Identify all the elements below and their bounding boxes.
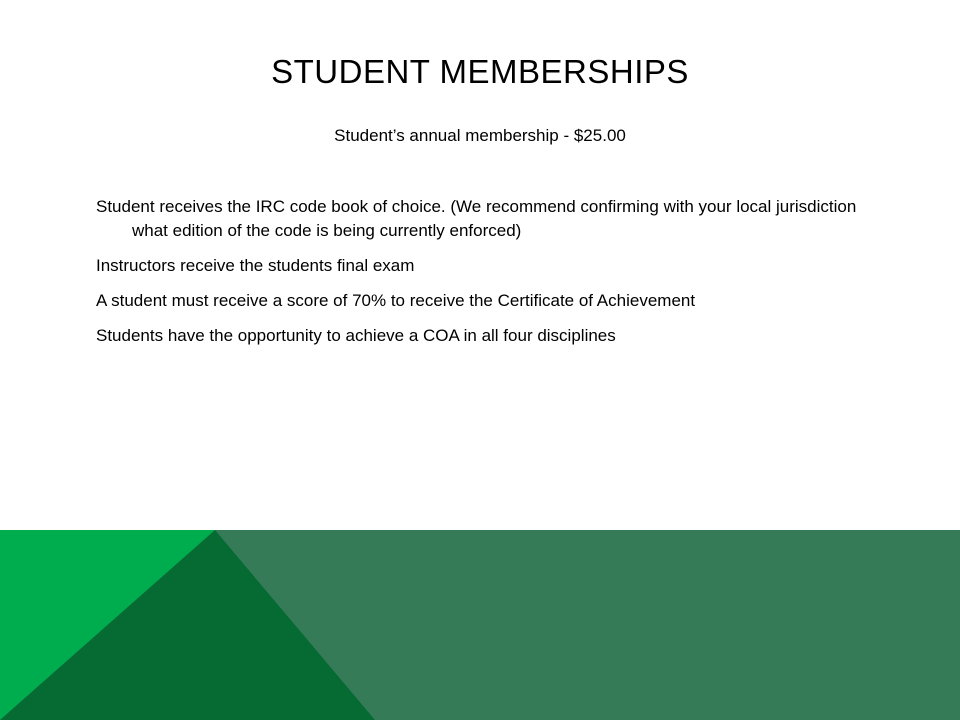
green-band-graphic bbox=[0, 530, 960, 720]
bullet-list bbox=[96, 195, 876, 359]
bullet-item: Students have the opportunity to achieve a COA in all four disciplines bbox=[96, 326, 616, 345]
bullet-item: A student must receive a score of 70% to receive the Certificate of Achievement bbox=[96, 291, 696, 310]
slide-title: STUDENT MEMBERSHIPS bbox=[271, 53, 689, 90]
decorative-green-band bbox=[0, 530, 960, 720]
slide-subtitle: Student’s annual membership - $25.00 bbox=[334, 126, 626, 145]
bullet-item: Instructors receive the students final exam bbox=[96, 256, 415, 275]
bullet-item: Student receives the IRC code book of choice. (We recommend confirming with your local jurisdiction what edition of the code is being currently enforced) bbox=[96, 197, 857, 240]
